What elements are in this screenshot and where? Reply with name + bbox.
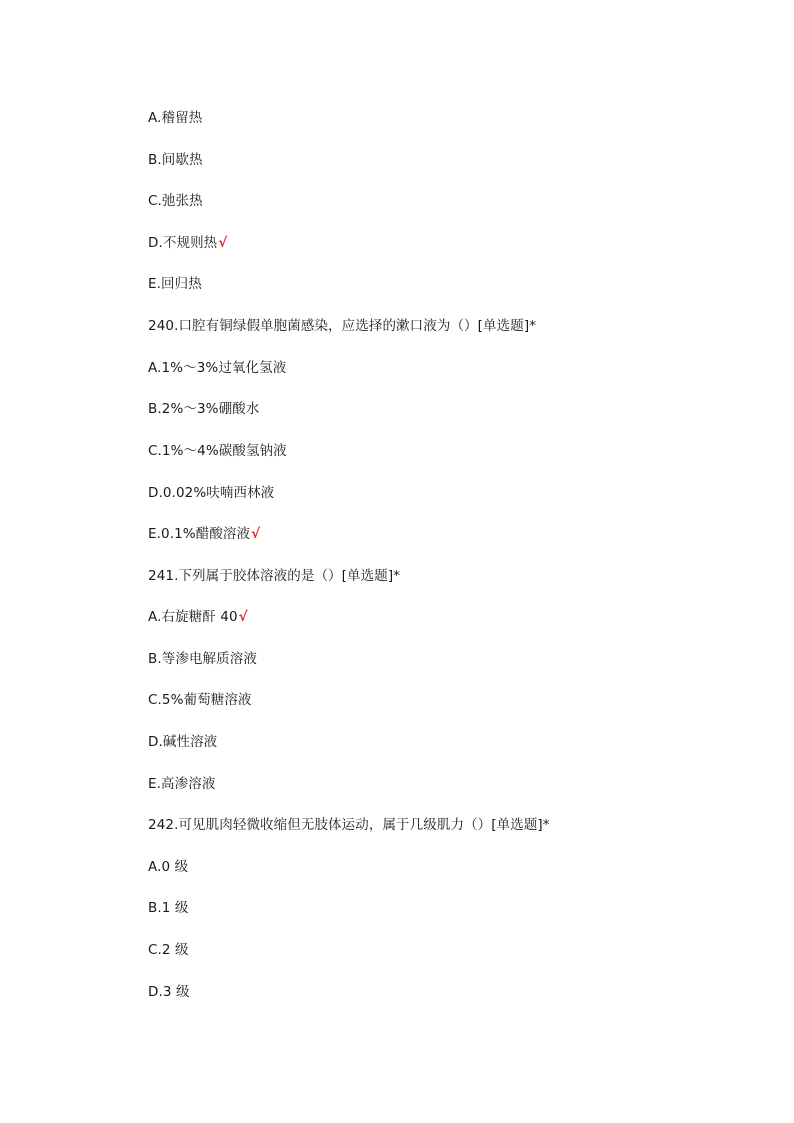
option-line bbox=[148, 275, 202, 293]
line-text: 242.可见肌肉轻微收缩但无肢体运动，属于几级肌力（）[单选题]* bbox=[148, 817, 550, 833]
line-text: B.间歇热 bbox=[148, 152, 203, 168]
line-text: A.1%～3%过氧化氢液 bbox=[148, 360, 287, 376]
correct-check-icon: √ bbox=[218, 235, 228, 251]
line-text: E.高渗溶液 bbox=[148, 776, 216, 792]
correct-check-icon: √ bbox=[238, 609, 248, 625]
correct-check-icon: √ bbox=[251, 526, 261, 542]
line-text: 240.口腔有铜绿假单胞菌感染，应选择的漱口液为（）[单选题]* bbox=[148, 318, 537, 334]
line-text: 241.下列属于胶体溶液的是（）[单选题]* bbox=[148, 568, 401, 584]
line-text: B.1 级 bbox=[148, 900, 189, 916]
question-line bbox=[148, 816, 550, 834]
line-text: A.右旋糖酐 40 bbox=[148, 609, 238, 625]
line-text: E.0.1%醋酸溶液 bbox=[148, 526, 251, 542]
option-line bbox=[148, 484, 274, 502]
line-text: C.弛张热 bbox=[148, 193, 203, 209]
option-line bbox=[148, 858, 188, 876]
option-line bbox=[148, 650, 257, 668]
line-text: B.等渗电解质溶液 bbox=[148, 651, 257, 667]
option-line bbox=[148, 525, 260, 543]
line-text: B.2%～3%硼酸水 bbox=[148, 401, 260, 417]
question-line bbox=[148, 567, 400, 585]
line-text: D.3 级 bbox=[148, 984, 190, 1000]
option-line bbox=[148, 234, 227, 252]
line-text: D.不规则热 bbox=[148, 235, 218, 251]
option-line bbox=[148, 775, 215, 793]
option-line bbox=[148, 442, 287, 460]
line-text: D.碱性溶液 bbox=[148, 734, 218, 750]
line-text: A.0 级 bbox=[148, 859, 189, 875]
option-line bbox=[148, 608, 248, 626]
option-line bbox=[148, 192, 203, 210]
line-text: D.0.02%呋喃西林液 bbox=[148, 485, 275, 501]
option-line bbox=[148, 941, 189, 959]
option-line bbox=[148, 899, 188, 917]
line-text: C.2 级 bbox=[148, 942, 189, 958]
question-line bbox=[148, 317, 536, 335]
line-text: E.回归热 bbox=[148, 276, 202, 292]
option-line bbox=[148, 359, 286, 377]
option-line bbox=[148, 400, 259, 418]
option-line bbox=[148, 109, 202, 127]
option-line bbox=[148, 151, 203, 169]
line-text: C.1%～4%碳酸氢钠液 bbox=[148, 443, 287, 459]
line-text: C.5%葡萄糖溶液 bbox=[148, 692, 252, 708]
option-line bbox=[148, 691, 252, 709]
line-text: A.稽留热 bbox=[148, 110, 203, 126]
option-line bbox=[148, 983, 190, 1001]
option-line bbox=[148, 733, 217, 751]
